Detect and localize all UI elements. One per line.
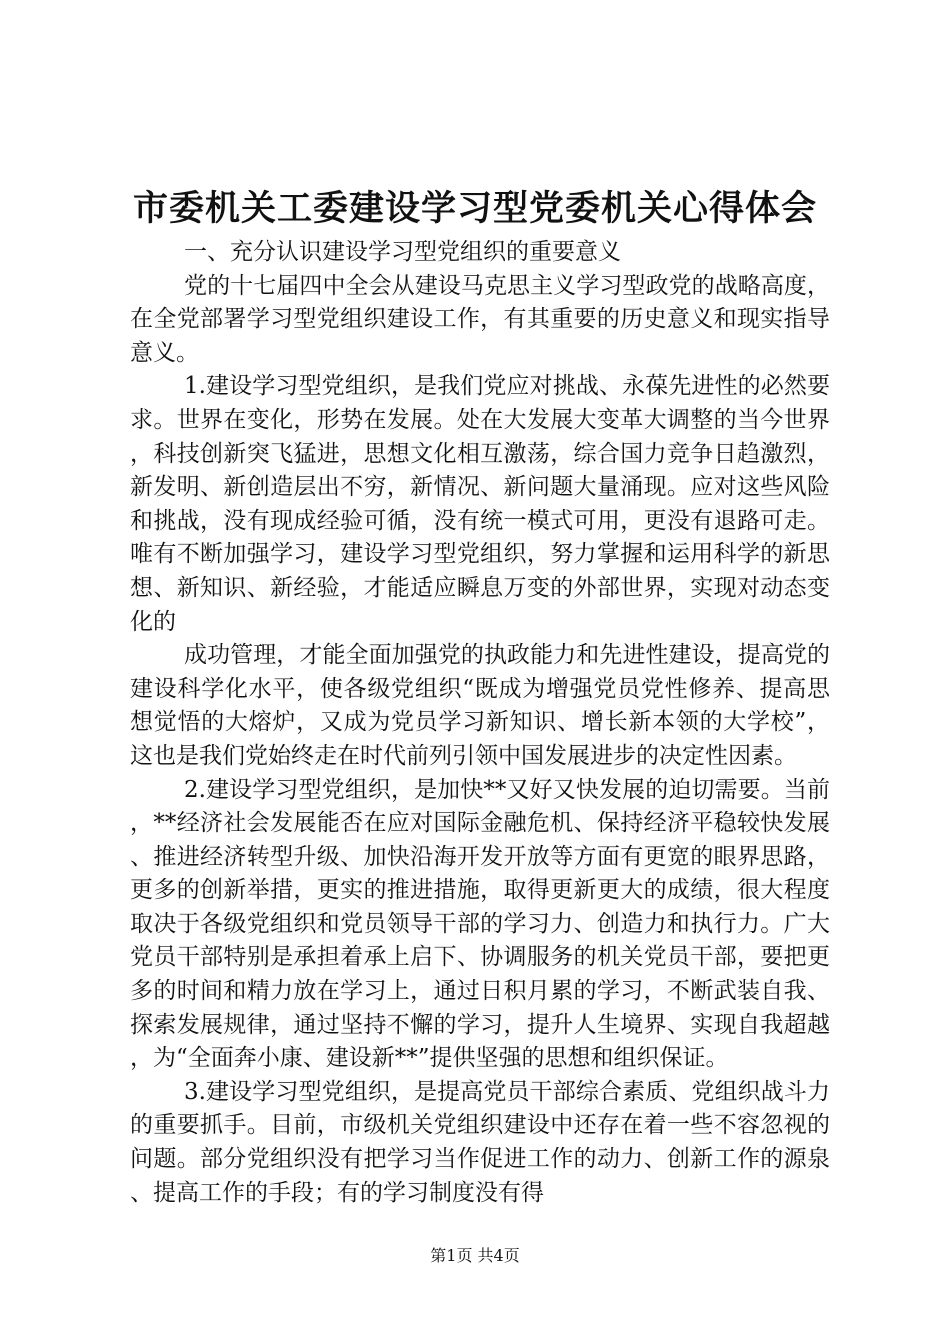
page-number-footer: 第1页 共4页 xyxy=(430,1246,520,1265)
document-title: 市委机关工委建设学习型党委机关心得体会 xyxy=(132,188,817,229)
paragraph: 成功管理，才能全面加强党的执政能力和先进性建设，提高党的建设科学化水平，使各级党组织“既成为增强党员党性修养、提高思想觉悟的大熔炉，又成为党员学习新知识、增长新本领的大学校”，这也是我们党始终走在时代前列引领中国发展进步的决定性因素。 xyxy=(130,642,830,769)
document-body xyxy=(130,236,830,1210)
paragraph: 1.建设学习型党组织，是我们党应对挑战、永葆先进性的必然要求。世界在变化，形势在发展。处在大发展大变革大调整的当今世界，科技创新突飞猛进，思想文化相互激荡，综合国力竞争日趋激烈，新发明、新创造层出不穷，新情况、新问题大量涌现。应对这些风险和挑战，没有现成经验可循，没有统一模式可用，更没有退路可走。唯有不断加强学习，建设学习型党组织，努力掌握和运用科学的新思想、新知识、新经验，才能适应瞬息万变的外部世界，实现对动态变化的 xyxy=(130,373,830,635)
section-heading: 一、充分认识建设学习型党组织的重要意义 xyxy=(184,239,621,265)
paragraph: 党的十七届四中全会从建设马克思主义学习型政党的战略高度，在全党部署学习型党组织建设工作，有其重要的历史意义和现实指导意义。 xyxy=(130,272,830,366)
paragraph: 3.建设学习型党组织，是提高党员干部综合素质、党组织战斗力的重要抓手。目前，市级机关党组织建设中还存在着一些不容忽视的问题。部分党组织没有把学习当作促进工作的动力、创新工作的源泉、提高工作的手段；有的学习制度没有得 xyxy=(130,1078,830,1206)
paragraph: 2.建设学习型党组织，是加快**又好又快发展的迫切需要。当前，**经济社会发展能否在应对国际金融危机、保持经济平稳较快发展、推进经济转型升级、加快沿海开发开放等方面有更宽的眼界思路，更多的创新举措，更实的推进措施，取得更新更大的成绩，很大程度取决于各级党组织和党员领导干部的学习力、创造力和执行力。广大党员干部特别是承担着承上启下、协调服务的机关党员干部，要把更多的时间和精力放在学习上，通过日积月累的学习，不断武装自我、探索发展规律，通过坚持不懈的学习，提升人生境界、实现自我超越，为“全面奔小康、建设新**”提供坚强的思想和组织保证。 xyxy=(130,776,830,1072)
